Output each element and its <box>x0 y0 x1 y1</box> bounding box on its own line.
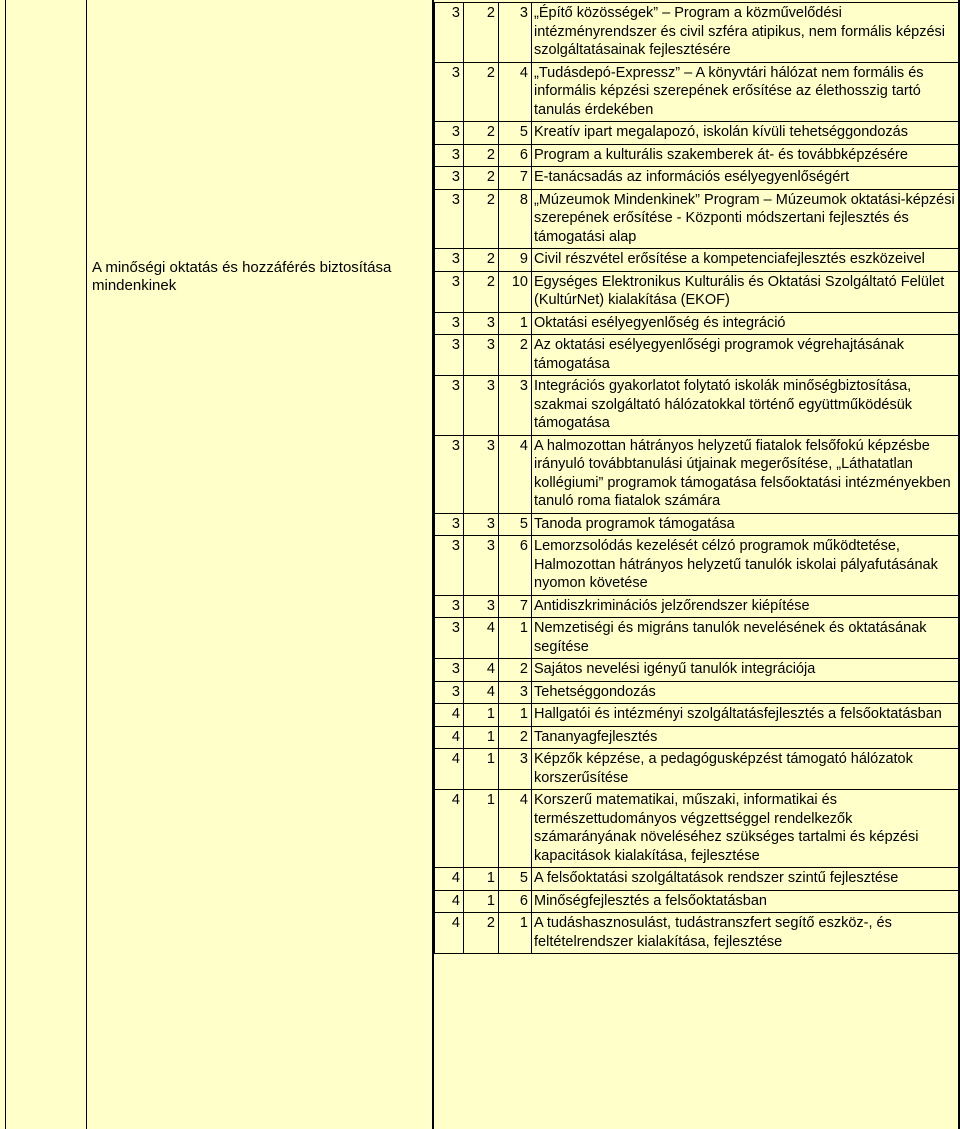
code-cell-b: 2 <box>464 167 499 190</box>
table-row <box>435 726 959 749</box>
measure-title-cell: Tananyagfejlesztés <box>532 726 959 749</box>
table-row <box>435 618 959 659</box>
measure-title-cell: Kreatív ipart megalapozó, iskolán kívüli tehetséggondozás <box>532 122 959 145</box>
measure-title-cell: „Múzeumok Mindenkinek” Program – Múzeumok oktatási-képzési szerepének erősítése - Központi módszertani fejlesztés és támogatási alap <box>532 189 959 249</box>
measure-title-cell: Korszerű matematikai, műszaki, informatikai és természettudományos végzettséggel rendelkezők számarányának növeléséhez szükséges tartalmi és képzési kapacitások kialakítása, fejlesztése <box>532 790 959 868</box>
code-cell-a: 3 <box>435 3 464 63</box>
table-row <box>435 144 959 167</box>
table-row <box>435 913 959 954</box>
code-cell-b: 2 <box>464 144 499 167</box>
code-cell-a: 4 <box>435 868 464 891</box>
code-cell-c: 4 <box>499 435 532 513</box>
code-cell-b: 2 <box>464 913 499 954</box>
column-divider <box>86 0 87 1129</box>
code-cell-c: 5 <box>499 122 532 145</box>
measure-title-cell: Az oktatási esélyegyenlőségi programok végrehajtásának támogatása <box>532 335 959 376</box>
code-cell-b: 3 <box>464 536 499 596</box>
table-row <box>435 3 959 63</box>
code-cell-c: 7 <box>499 167 532 190</box>
code-cell-b: 1 <box>464 890 499 913</box>
code-cell-c: 3 <box>499 749 532 790</box>
code-cell-b: 3 <box>464 435 499 513</box>
measure-title-cell: Sajátos nevelési igényű tanulók integrációja <box>532 659 959 682</box>
measure-title-cell: Tehetséggondozás <box>532 681 959 704</box>
code-cell-a: 3 <box>435 536 464 596</box>
code-cell-c: 2 <box>499 335 532 376</box>
code-cell-c: 1 <box>499 618 532 659</box>
measure-title-cell: E-tanácsadás az információs esélyegyenlőségért <box>532 167 959 190</box>
table-row <box>435 790 959 868</box>
table-row <box>435 271 959 312</box>
measure-title-cell: Képzők képzése, a pedagógusképzést támogató hálózatok korszerűsítése <box>532 749 959 790</box>
table-row <box>435 335 959 376</box>
code-cell-a: 3 <box>435 271 464 312</box>
code-cell-a: 3 <box>435 681 464 704</box>
table-row <box>435 122 959 145</box>
code-cell-a: 3 <box>435 312 464 335</box>
code-cell-a: 3 <box>435 167 464 190</box>
measure-title-cell: Civil részvétel erősítése a kompetenciafejlesztés eszközeivel <box>532 249 959 272</box>
table-row <box>435 595 959 618</box>
code-cell-a: 4 <box>435 704 464 727</box>
code-cell-a: 4 <box>435 726 464 749</box>
code-cell-c: 4 <box>499 790 532 868</box>
code-cell-a: 4 <box>435 913 464 954</box>
code-cell-c: 1 <box>499 312 532 335</box>
code-cell-b: 4 <box>464 659 499 682</box>
code-cell-c: 8 <box>499 189 532 249</box>
table-row <box>435 62 959 122</box>
table-row <box>435 435 959 513</box>
table-row <box>435 704 959 727</box>
table-row <box>435 312 959 335</box>
code-cell-b: 1 <box>464 704 499 727</box>
measure-title-cell: „Építő közösségek” – Program a közművelődési intézményrendszer és civil szféra atipikus, nem formális képzési szolgáltatásainak fejlesztésére <box>532 3 959 63</box>
table-row <box>435 868 959 891</box>
table-row <box>435 376 959 436</box>
code-cell-b: 3 <box>464 513 499 536</box>
measure-title-cell: A halmozottan hátrányos helyzetű fiatalok felsőfokú képzésbe irányuló továbbtanulási útjainak megerősítése, „Láthatatlan kollégiumi” programok támogatása felsőoktatási intézményekben tanuló roma fiatalok számára <box>532 435 959 513</box>
code-cell-c: 3 <box>499 376 532 436</box>
table-row <box>435 249 959 272</box>
code-cell-b: 2 <box>464 62 499 122</box>
measure-title-cell: Antidiszkriminációs jelzőrendszer kiépítése <box>532 595 959 618</box>
code-cell-a: 3 <box>435 435 464 513</box>
measure-title-cell: Nemzetiségi és migráns tanulók nevelésének és oktatásának segítése <box>532 618 959 659</box>
measure-title-cell: Egységes Elektronikus Kulturális és Oktatási Szolgáltató Felület (KultúrNet) kialakítása (EKOF) <box>532 271 959 312</box>
measure-title-cell: Tanoda programok támogatása <box>532 513 959 536</box>
code-cell-a: 3 <box>435 659 464 682</box>
code-cell-b: 4 <box>464 618 499 659</box>
code-cell-a: 3 <box>435 513 464 536</box>
code-cell-b: 2 <box>464 122 499 145</box>
code-cell-b: 1 <box>464 868 499 891</box>
code-cell-c: 2 <box>499 726 532 749</box>
code-cell-b: 2 <box>464 189 499 249</box>
code-cell-b: 2 <box>464 271 499 312</box>
code-cell-b: 1 <box>464 749 499 790</box>
table-row <box>435 189 959 249</box>
measure-title-cell: Oktatási esélyegyenlőség és integráció <box>532 312 959 335</box>
section-label: A minőségi oktatás és hozzáférés biztosítása mindenkinek <box>92 259 392 294</box>
table-row <box>435 536 959 596</box>
measure-title-cell: Lemorzsolódás kezelését célzó programok működtetése, Halmozottan hátrányos helyzetű tanulók iskolai pályafutásának nyomon követése <box>532 536 959 596</box>
code-cell-c: 9 <box>499 249 532 272</box>
measure-title-cell: Minőségfejlesztés a felsőoktatásban <box>532 890 959 913</box>
table-row <box>435 890 959 913</box>
code-cell-b: 3 <box>464 335 499 376</box>
code-cell-a: 3 <box>435 189 464 249</box>
measure-title-cell: Integrációs gyakorlatot folytató iskolák minőségbiztosítása, szakmai szolgáltató hálózatokkal történő együttműködésük támogatása <box>532 376 959 436</box>
measure-title-cell: Program a kulturális szakemberek át- és továbbképzésére <box>532 144 959 167</box>
code-cell-c: 4 <box>499 62 532 122</box>
left-column <box>0 0 433 1129</box>
code-cell-a: 3 <box>435 595 464 618</box>
measure-title-cell: A tudáshasznosulást, tudástranszfert segítő eszköz-, és feltételrendszer kialakítása, fejlesztése <box>532 913 959 954</box>
code-cell-b: 1 <box>464 726 499 749</box>
code-cell-c: 1 <box>499 913 532 954</box>
code-cell-c: 7 <box>499 595 532 618</box>
table-row <box>435 681 959 704</box>
code-cell-a: 3 <box>435 335 464 376</box>
table-row <box>435 167 959 190</box>
code-cell-c: 6 <box>499 536 532 596</box>
code-cell-a: 4 <box>435 749 464 790</box>
code-cell-a: 3 <box>435 376 464 436</box>
code-cell-c: 6 <box>499 144 532 167</box>
table-row <box>435 513 959 536</box>
code-cell-a: 3 <box>435 62 464 122</box>
code-cell-c: 6 <box>499 890 532 913</box>
code-cell-c: 10 <box>499 271 532 312</box>
code-cell-b: 3 <box>464 595 499 618</box>
code-cell-a: 3 <box>435 618 464 659</box>
code-cell-c: 3 <box>499 681 532 704</box>
code-cell-c: 3 <box>499 3 532 63</box>
code-cell-c: 2 <box>499 659 532 682</box>
code-cell-b: 3 <box>464 312 499 335</box>
measure-title-cell: Hallgatói és intézményi szolgáltatásfejlesztés a felsőoktatásban <box>532 704 959 727</box>
column-divider <box>5 0 6 1129</box>
table-row <box>435 749 959 790</box>
code-cell-b: 1 <box>464 790 499 868</box>
code-cell-b: 2 <box>464 3 499 63</box>
code-cell-a: 3 <box>435 249 464 272</box>
measure-title-cell: „Tudásdepó-Expressz” – A könyvtári hálózat nem formális és informális képzési szerepének erősítése az élethosszig tartó tanulás érdekében <box>532 62 959 122</box>
code-cell-a: 4 <box>435 790 464 868</box>
code-cell-b: 2 <box>464 249 499 272</box>
code-cell-a: 3 <box>435 144 464 167</box>
table-row <box>435 659 959 682</box>
code-cell-c: 5 <box>499 868 532 891</box>
measure-title-cell: A felsőoktatási szolgáltatások rendszer szintű fejlesztése <box>532 868 959 891</box>
code-cell-a: 4 <box>435 890 464 913</box>
measures-table <box>434 2 959 954</box>
code-cell-b: 4 <box>464 681 499 704</box>
code-cell-c: 5 <box>499 513 532 536</box>
code-cell-c: 1 <box>499 704 532 727</box>
code-cell-a: 3 <box>435 122 464 145</box>
code-cell-b: 3 <box>464 376 499 436</box>
